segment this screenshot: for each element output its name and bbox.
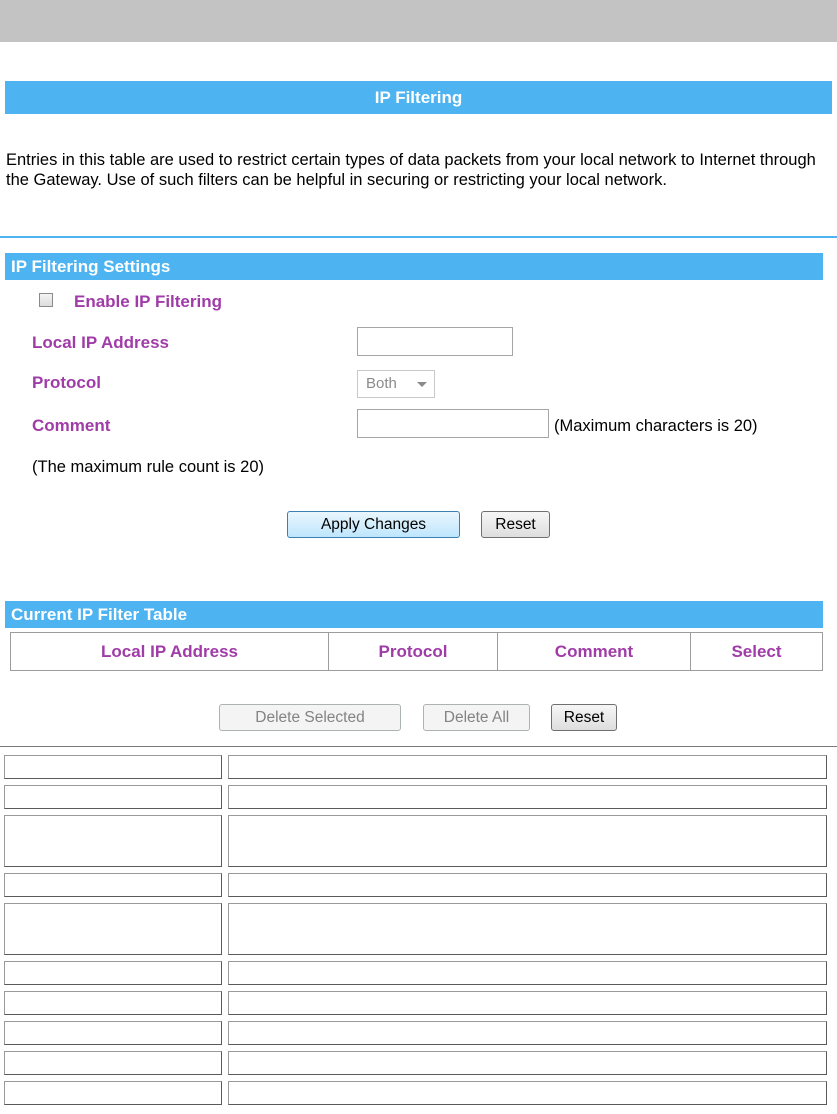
filter-table (10, 632, 823, 671)
grid-label-cell (4, 873, 222, 897)
protocol-select[interactable] (357, 370, 435, 398)
enable-ip-filtering-checkbox[interactable] (39, 293, 53, 307)
grid-value-cell (228, 873, 827, 897)
grid-label-cell (4, 755, 222, 779)
grid-value-cell (228, 991, 827, 1015)
top-bar (0, 0, 837, 42)
rule-count-note: (The maximum rule count is 20) (32, 458, 264, 476)
grid-label-cell (4, 815, 222, 867)
grid-label-cell (4, 1081, 222, 1105)
grid-label-cell (4, 961, 222, 985)
table-reset-button[interactable]: Reset (551, 704, 617, 731)
protocol-label: Protocol (32, 373, 101, 392)
grid-label-cell (4, 1051, 222, 1075)
grid-value-cell (228, 961, 827, 985)
column-local-ip: Local IP Address (11, 633, 329, 670)
grid-value-cell (228, 1021, 827, 1045)
divider (0, 236, 837, 238)
empty-info-grid (0, 746, 837, 1114)
enable-ip-filtering-label: Enable IP Filtering (74, 292, 222, 311)
column-comment: Comment (498, 633, 691, 670)
grid-label-cell (4, 991, 222, 1015)
grid-label-cell (4, 1021, 222, 1045)
comment-hint: (Maximum characters is 20) (554, 417, 758, 435)
grid-label-cell (4, 903, 222, 955)
page-description: Entries in this table are used to restrict certain types of data packets from your local network to Internet through the Gateway. Use of such filters can be helpful in securing or restricting your local network. (6, 151, 816, 189)
settings-section-header: IP Filtering Settings (5, 253, 823, 280)
grid-value-cell (228, 1081, 827, 1105)
page-title: IP Filtering (5, 81, 832, 114)
delete-all-button[interactable]: Delete All (423, 704, 530, 731)
column-select: Select (731, 642, 782, 661)
comment-label: Comment (32, 416, 111, 435)
apply-changes-button[interactable]: Apply Changes (287, 511, 460, 538)
local-ip-label: Local IP Address (32, 333, 169, 352)
grid-value-cell (228, 755, 827, 779)
delete-selected-button[interactable]: Delete Selected (219, 704, 401, 731)
filter-table-header: Current IP Filter Table (5, 601, 823, 628)
comment-input[interactable] (357, 409, 549, 438)
local-ip-input[interactable] (357, 327, 513, 356)
grid-value-cell (228, 815, 827, 867)
grid-value-cell (228, 1051, 827, 1075)
column-protocol: Protocol (329, 633, 498, 670)
settings-reset-button[interactable]: Reset (481, 511, 550, 538)
protocol-selected-value: Both (366, 375, 397, 392)
grid-label-cell (4, 785, 222, 809)
grid-value-cell (228, 785, 827, 809)
grid-value-cell (228, 903, 827, 955)
chevron-down-icon (417, 382, 427, 387)
